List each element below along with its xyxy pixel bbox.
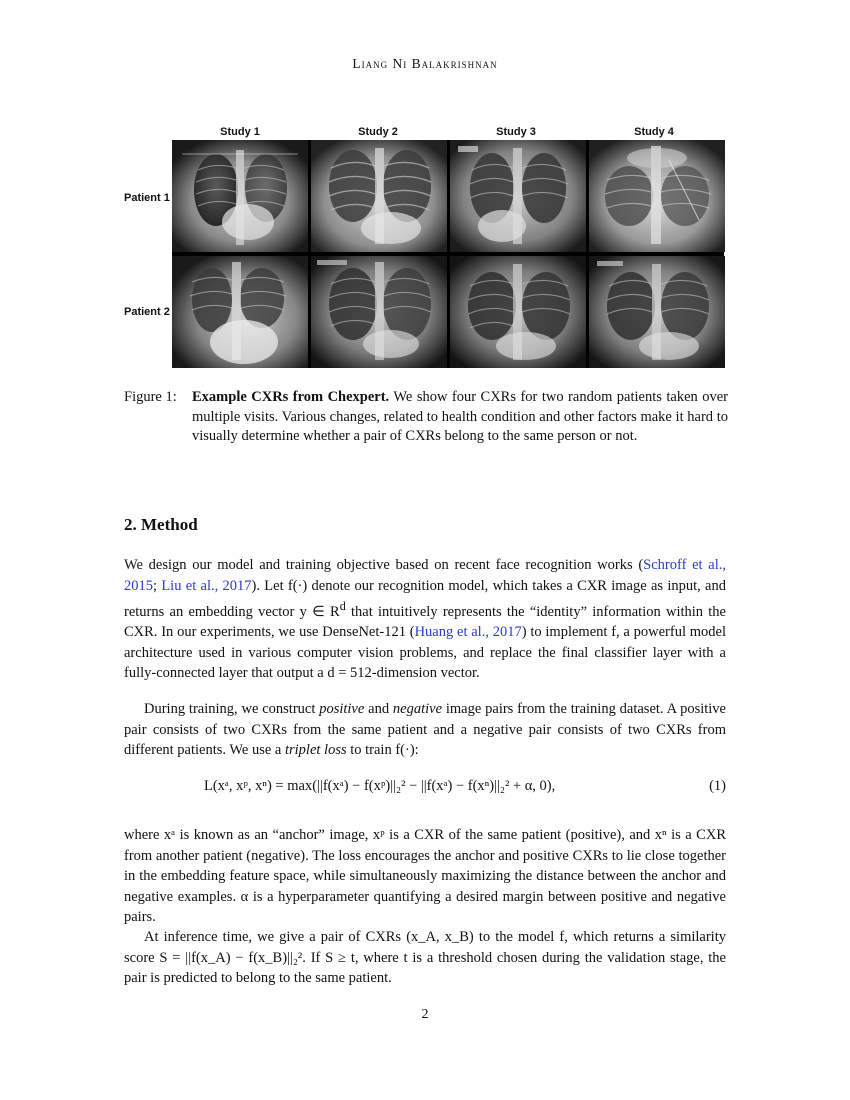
cxr-image: [311, 140, 447, 252]
cxr-image: [172, 256, 308, 368]
method-paragraph-1: [124, 555, 726, 684]
figure-number: Figure 1:: [124, 389, 177, 405]
text-span: ). Let f(·) denote our recognition model, which takes a CXR image as input, and returns an embedding vector y ∈ R: [124, 577, 726, 620]
cxr-image: [311, 256, 447, 368]
figure-1: [118, 124, 730, 372]
citation-link[interactable]: Liu et al., 2017: [161, 577, 252, 594]
text-span: and: [364, 701, 393, 717]
text-span: During training, we construct: [144, 701, 320, 717]
emphasis: negative: [392, 701, 443, 717]
text-span: image pairs from the training dataset. A positive pair consists of two CXRs from the same patient and a negative pair consists of two CXRs from different patients. We use a: [124, 701, 726, 758]
emphasis: triplet loss: [284, 742, 347, 758]
figure-caption: [124, 388, 728, 447]
emphasis: positive: [319, 701, 365, 717]
superscript: d: [339, 599, 346, 613]
text-span: ) to implement f, a powerful model architecture used in various computer vision problems, and replace the final classifier layer with a fully-connected layer that output a d = 512-dimension vector.: [124, 624, 726, 682]
caption-text: We show four CXRs for two random patients taken over multiple visits. Various changes, related to health condition and other factors make it hard to visually determine whether a pair of CXRs belong to the same person or not.: [192, 389, 729, 444]
citation-link[interactable]: Schroff et al., 2015: [124, 557, 726, 594]
row-label-patient-2: Patient 2: [124, 306, 170, 318]
caption-title: Example CXRs from Chexpert.: [192, 389, 390, 405]
text-span: ;: [153, 577, 162, 594]
equation-body: L(xᵃ, xᵖ, xⁿ) = max(||f(xᵃ) − f(xᵖ)||₂² − ||f(xᵃ) − f(xⁿ)||₂² + α, 0),: [204, 778, 556, 794]
column-label-study-4: Study 4: [634, 126, 674, 138]
method-paragraph-4: At inference time, we give a pair of CXRs (x_A, x_B) to the model f, which returns a similarity score S = ||f(x_A) − f(x_B)||₂². If S ≥ t, where t is a threshold chosen during the validation stage, the pair is predicted to belong to the same patient.: [124, 929, 726, 986]
column-label-study-1: Study 1: [220, 126, 260, 138]
section-heading: 2. Method: [124, 515, 198, 534]
cxr-image: [172, 140, 308, 252]
cxr-image-grid: [172, 140, 724, 368]
citation-link[interactable]: Huang et al., 2017: [414, 624, 522, 641]
cxr-image: [589, 140, 725, 252]
cxr-image: [450, 256, 586, 368]
cxr-image: [589, 256, 725, 368]
row-label-patient-1: Patient 1: [124, 192, 170, 204]
method-paragraph-2: [124, 699, 726, 761]
text-span: that intuitively represents the “identity” information within the CXR. In our experiments, we use DenseNet-121 (: [124, 603, 726, 641]
equation-number: (1): [709, 778, 726, 794]
running-head: Liang Ni Balakrishnan: [352, 56, 498, 71]
caption-body: [192, 388, 728, 447]
equation-1: [124, 776, 726, 800]
text-span: We design our model and training objective based on recent face recognition works (: [124, 557, 644, 573]
column-label-study-2: Study 2: [358, 126, 398, 138]
method-paragraph-3: where xᵃ is known as an “anchor” image, xᵖ is a CXR of the same patient (positive), and xⁿ is a CXR from another patient (negative). The loss encourages the anchor and positive CXRs to lie close together in the embedding feature space, while simultaneously maximizing the distance between the anchor and negative examples. α is a hyperparameter quantifying a desired margin between positive and negative pairs.: [124, 827, 726, 925]
column-label-study-3: Study 3: [496, 126, 536, 138]
page-number: 2: [421, 1007, 429, 1022]
text-span: to train f(·):: [346, 742, 419, 758]
cxr-image: [450, 140, 586, 252]
